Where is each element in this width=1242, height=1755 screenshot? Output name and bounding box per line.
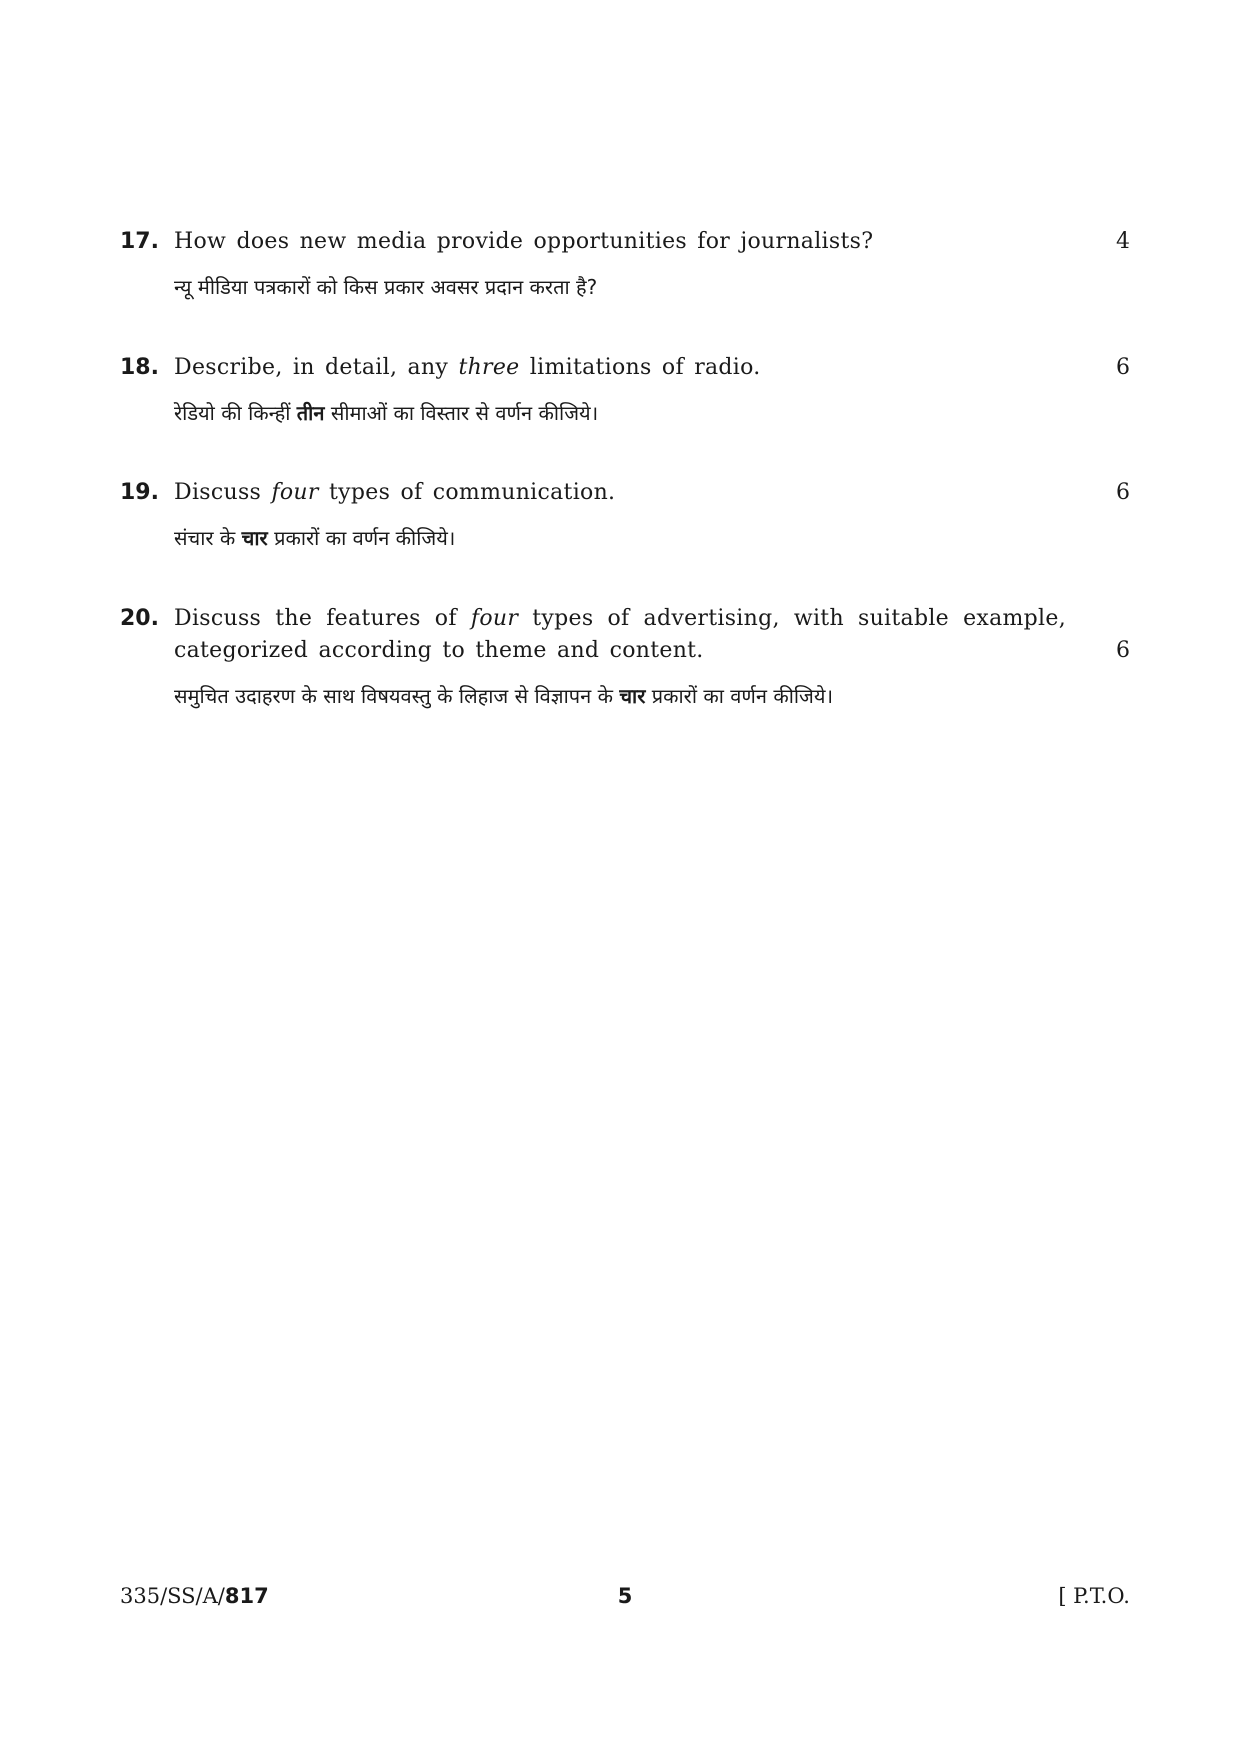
question-number: 17. xyxy=(120,229,159,254)
question-number: 18. xyxy=(120,355,159,380)
question-19 xyxy=(120,477,1130,553)
question-hindi-text: संचार के चार प्रकारों का वर्णन कीजिये। xyxy=(174,526,456,550)
question-20 xyxy=(120,603,1130,711)
question-20-row xyxy=(120,603,1130,667)
pto-label: [ P.T.O. xyxy=(1058,1584,1130,1608)
page-footer xyxy=(120,1580,1130,1612)
emphasis-text: तीन xyxy=(296,401,325,425)
question-hindi-text: न्यू मीडिया पत्रकारों को किस प्रकार अवसर प्रदान करता है? xyxy=(174,275,598,299)
question-17 xyxy=(120,226,1130,302)
question-text: Describe, in detail, any three limitations of radio. xyxy=(174,355,761,380)
emphasis-text: चार xyxy=(619,684,646,708)
emphasis-text: four xyxy=(271,480,319,505)
paper-code: 335/SS/A/817 xyxy=(120,1584,269,1608)
question-marks: 4 xyxy=(1116,229,1130,254)
question-marks: 6 xyxy=(1116,355,1130,380)
question-text: How does new media provide opportunities for journalists? xyxy=(174,229,874,254)
question-text: Discuss the features of four types of advertising, with suitable example, categorized according to theme and content. xyxy=(174,606,1067,663)
question-18 xyxy=(120,352,1130,428)
question-17-row xyxy=(120,226,1130,258)
question-19-row xyxy=(120,477,1130,509)
emphasis-text: three xyxy=(458,355,520,380)
question-18-row xyxy=(120,352,1130,384)
page-number: 5 xyxy=(617,1584,633,1608)
question-hindi-text: समुचित उदाहरण के साथ विषयवस्तु के लिहाज से विज्ञापन के चार प्रकारों का वर्णन कीजिये। xyxy=(174,684,834,708)
question-hindi-text: रेडियो की किन्हीं तीन सीमाओं का विस्तार से वर्णन कीजिये। xyxy=(174,401,599,425)
question-number: 20. xyxy=(120,606,159,631)
question-text: Discuss four types of communication. xyxy=(174,480,616,505)
question-marks: 6 xyxy=(1116,638,1130,663)
emphasis-text: चार xyxy=(241,526,268,550)
question-number: 19. xyxy=(120,480,159,505)
emphasis-text: four xyxy=(470,606,519,631)
question-marks: 6 xyxy=(1116,480,1130,505)
